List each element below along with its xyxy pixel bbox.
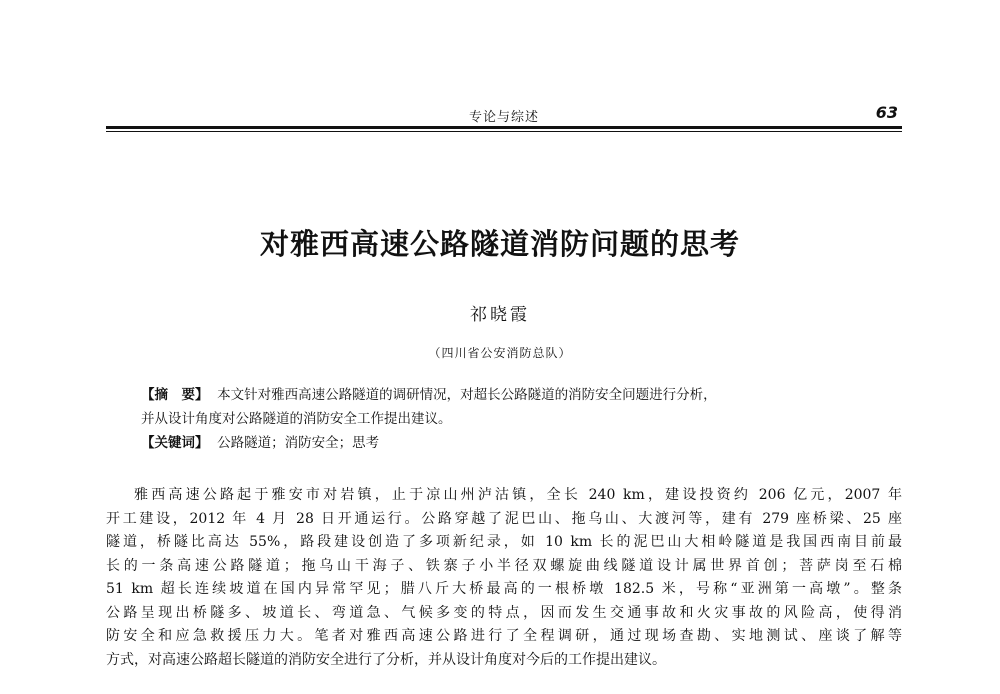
article-author: 祁晓霞: [470, 305, 530, 325]
keywords-text: 公路隧道；消防安全；思考: [217, 435, 380, 451]
abstract-block: [141, 383, 871, 455]
header-rule-thin: [106, 131, 902, 132]
body-line: 51 km 超长连续坡道在国内异常罕见；腊八斤大桥最高的一根桥墩 182.5 米，号称“亚洲第一高墩”。整条: [106, 581, 902, 597]
author-affiliation: （四川省公安消防总队）: [428, 346, 572, 360]
abstract-line-1: [141, 383, 871, 407]
keywords-label: 【关键词】: [141, 435, 209, 451]
abstract-line-2: [141, 407, 871, 431]
abstract-label: 【摘 要】: [141, 387, 209, 403]
article-title: 对雅西高速公路隧道消防问题的思考: [259, 227, 740, 261]
body-line: 隧道，桥隧比高达 55%，路段建设创造了多项新纪录，如 10 km 长的泥巴山大相岭隧道是我国西南目前最: [106, 534, 902, 550]
body-paragraph: [106, 484, 902, 672]
header-section-title: 专论与综述: [468, 110, 539, 125]
body-line: 雅西高速公路起于雅安市对岩镇，止于凉山州泸沽镇，全长 240 km，建设投资约 206 亿元，2007 年: [134, 487, 902, 503]
header-page-number: 63: [875, 103, 898, 122]
header-rule-thick: [106, 126, 902, 129]
abstract-text-2: 并从设计角度对公路隧道的消防安全工作提出建议。: [141, 411, 452, 427]
body-line: 长的一条高速公路隧道；拖乌山干海子、铁寨子小半径双螺旋曲线隧道设计属世界首创；菩萨岗至石棉: [106, 557, 902, 574]
keywords-line: [141, 431, 871, 455]
body-line: 防安全和应急救援压力大。笔者对雅西高速公路进行了全程调研，通过现场查勘、实地测试、座谈了解等: [106, 628, 902, 644]
body-line: 开工建设，2012 年 4 月 28 日开通运行。公路穿越了泥巴山、拖乌山、大渡河等，建有 279 座桥梁、25 座: [106, 510, 902, 527]
body-line: 方式，对高速公路超长隧道的消防安全进行了分析，并从设计角度对今后的工作提出建议。: [106, 651, 666, 668]
abstract-text-1: 本文针对雅西高速公路隧道的调研情况，对超长公路隧道的消防安全问题进行分析，: [217, 387, 717, 403]
body-line: 公路呈现出桥隧多、坡道长、弯道急、气候多变的特点，因而发生交通事故和火灾事故的风险高，使得消: [106, 604, 902, 621]
running-header: [106, 100, 902, 128]
